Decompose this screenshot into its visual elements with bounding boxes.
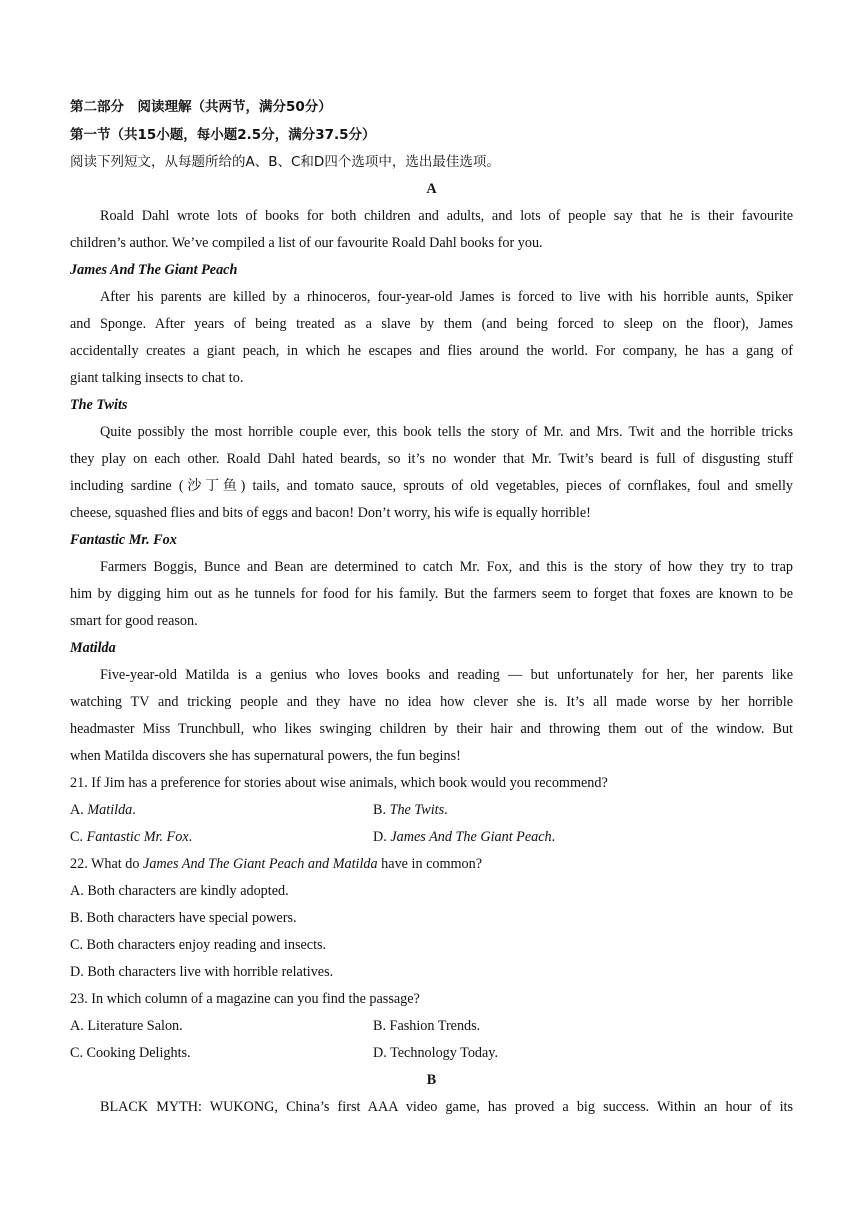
book-title-fox: Fantastic Mr. Fox	[70, 532, 177, 548]
book-matilda-line-3: headmaster Miss Trunchbull, who likes swinging children by their hair and throwing them out of the window. But	[70, 721, 793, 737]
book-matilda-line-4: when Matilda discovers she has supernatural powers, the fun begins!	[70, 748, 461, 764]
section-title: 第二部分 阅读理解（共两节，满分50分）	[70, 99, 332, 115]
passage-b-label: B	[426, 1072, 437, 1088]
book-title-matilda: Matilda	[70, 640, 116, 656]
question-23-option-b: B. Fashion Trends.	[373, 1018, 481, 1034]
book-james-line-1: After his parents are killed by a rhinoceros, four-year-old James is forced to live with his horrible aunts, Spiker	[100, 289, 793, 305]
question-22-option-c: C. Both characters enjoy reading and insects.	[70, 937, 327, 953]
book-title-james: James And The Giant Peach	[70, 262, 238, 278]
question-22-stem: 22. What do James And The Giant Peach and Matilda have in common?	[70, 856, 483, 872]
question-22-option-b: B. Both characters have special powers.	[70, 910, 297, 926]
passage-a-intro-line-1: Roald Dahl wrote lots of books for both children and adults, and lots of people say that he is their favourite	[100, 208, 793, 224]
question-23-stem: 23. In which column of a magazine can you find the passage?	[70, 991, 420, 1007]
question-21-stem: 21. If Jim has a preference for stories about wise animals, which book would you recommend?	[70, 775, 608, 791]
book-fox-line-2: him by digging him out as he tunnels for food for his family. But the farmers seem to forget that foxes are known to be	[70, 586, 793, 602]
question-21-option-a: A. Matilda.	[70, 802, 136, 818]
question-23-options-row-2	[70, 1040, 793, 1067]
question-21-option-c: C. Fantastic Mr. Fox.	[70, 829, 193, 845]
book-matilda-line-1: Five-year-old Matilda is a genius who loves books and reading — but unfortunately for her, her parents like	[100, 667, 793, 683]
book-twits-line-4: cheese, squashed flies and bits of eggs and bacon! Don’t worry, his wife is equally horrible!	[70, 505, 591, 521]
question-22-option-d: D. Both characters live with horrible relatives.	[70, 964, 334, 980]
question-21-option-b: B. The Twits.	[373, 802, 448, 818]
book-james-line-4: giant talking insects to chat to.	[70, 370, 244, 386]
question-23-option-a: A. Literature Salon.	[70, 1018, 183, 1034]
book-james-line-3: accidentally creates a giant peach, in which he escapes and flies around the world. For company, he has a gang of	[70, 343, 793, 359]
question-23-options-row-1	[70, 1013, 793, 1040]
book-twits-line-1: Quite possibly the most horrible couple ever, this book tells the story of Mr. and Mrs. Twit and the horrible tricks	[100, 424, 793, 440]
book-james-line-2: and Sponge. After years of being treated as a slave by them (and being forced to sleep on the floor), James	[70, 316, 793, 332]
question-22-option-a: A. Both characters are kindly adopted.	[70, 883, 289, 899]
exam-page	[70, 92, 793, 1121]
question-21-options-row-2	[70, 824, 793, 851]
book-fox-line-1: Farmers Boggis, Bunce and Bean are determined to catch Mr. Fox, and this is the story of how they try to trap	[100, 559, 793, 575]
question-23-option-c: C. Cooking Delights.	[70, 1045, 191, 1061]
passage-a-label: A	[426, 181, 437, 197]
passage-b-line-1: BLACK MYTH: WUKONG, China’s first AAA video game, has proved a big success. Within an hour of its	[100, 1099, 793, 1115]
book-matilda-line-2: watching TV and tricking people and they have no idea how clever she is. It’s all made worse by her horrible	[70, 694, 793, 710]
question-23-option-d: D. Technology Today.	[373, 1045, 499, 1061]
book-twits-line-3: including sardine (沙丁鱼) tails, and tomato sauce, sprouts of old vegetables, pieces of cornflakes, foul and smelly	[70, 478, 793, 494]
passage-a-intro-line-2: children’s author. We’ve compiled a list of our favourite Roald Dahl books for you.	[70, 235, 543, 251]
section-instruction: 阅读下列短文，从每题所给的A、B、C和D四个选项中，选出最佳选项。	[70, 154, 500, 170]
book-twits-line-2: they play on each other. Roald Dahl hated beards, so it’s no wonder that Mr. Twit’s beard is full of disgusting stuff	[70, 451, 793, 467]
question-21-options-row-1	[70, 797, 793, 824]
book-title-twits: The Twits	[70, 397, 128, 413]
book-fox-line-3: smart for good reason.	[70, 613, 198, 629]
section-subtitle: 第一节（共15小题，每小题2.5分，满分37.5分）	[70, 127, 376, 143]
question-21-option-d: D. James And The Giant Peach.	[373, 829, 556, 845]
